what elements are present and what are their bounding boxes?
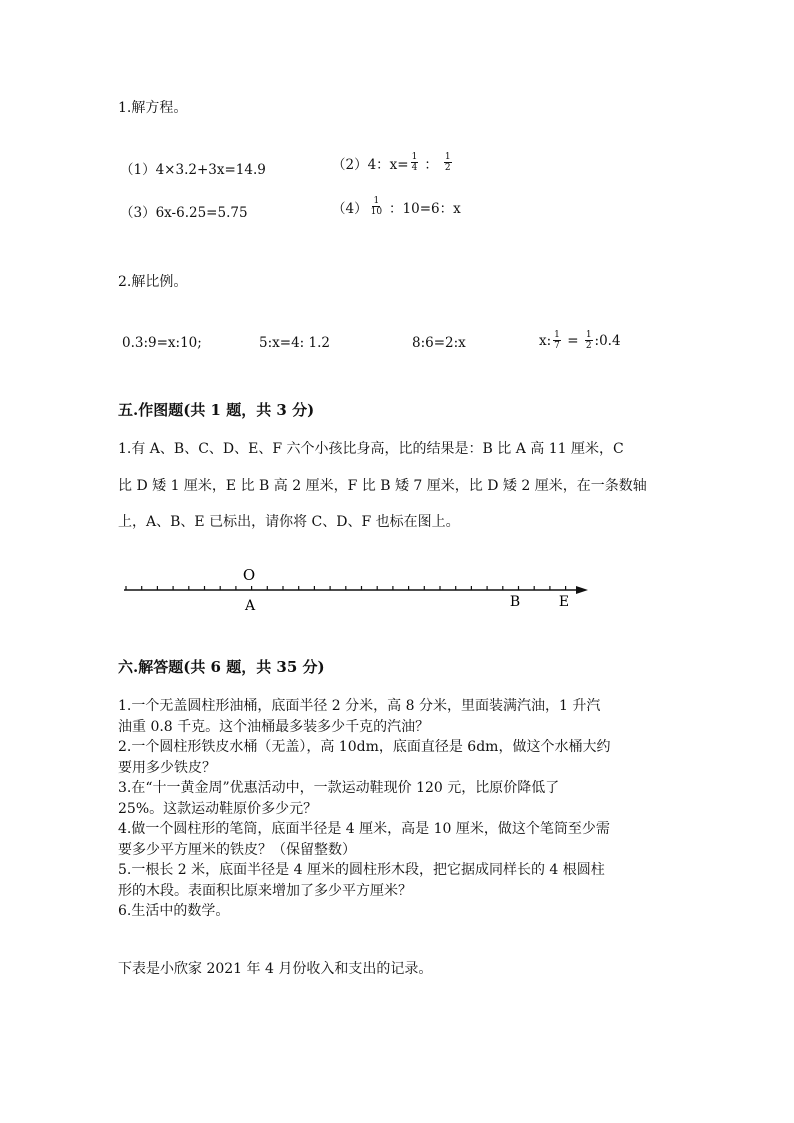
section-6-questions — [118, 696, 678, 922]
section-5-line-1: 1.有 A、B、C、D、E、F 六个小孩比身高，比的结果是：B 比 A 高 11 厘米，C — [118, 441, 624, 457]
number-line — [110, 560, 600, 618]
fraction — [444, 152, 452, 173]
fraction-denominator: 7 — [554, 341, 560, 351]
proportion-4 — [539, 330, 621, 351]
fraction — [370, 196, 383, 217]
question-line: 1.一个无盖圆柱形油桶，底面半径 2 分米，高 8 分米，里面装满汽油，1 升汽 — [118, 698, 601, 714]
fraction — [553, 330, 561, 351]
proportion-1: 0.3:9=x:10; — [122, 335, 202, 351]
question-line: 25%。这款运动鞋原价多少元？ — [118, 800, 318, 817]
fraction-numerator: 1 — [554, 330, 560, 340]
question-2-title: 2.解比例。 — [118, 274, 188, 290]
equation-4-suffix: ：10=6：x — [389, 200, 461, 217]
proportion-3: 8:6=2:x — [412, 335, 466, 351]
question-line: 2.一个圆柱形铁皮水桶（无盖），高 10dm，底面直径是 6dm，做这个水桶大约 — [118, 739, 611, 755]
arrow-right-icon — [576, 586, 588, 594]
fraction-numerator: 1 — [373, 196, 380, 206]
question-line: 要多少平方厘米的铁皮？（保留整数） — [118, 841, 356, 858]
question-line: 5.一根长 2 米，底面半径是 4 厘米的圆柱形木段，把它据成同样长的 4 根圆柱 — [118, 862, 605, 878]
proportion-4-suffix: :0.4 — [594, 332, 621, 349]
equation-4 — [332, 196, 461, 217]
fraction-denominator: 4 — [411, 163, 418, 173]
question-line: 4.做一个圆柱形的笔筒，底面半径是 4 厘米，高是 10 厘米，做这个笔筒至少需 — [118, 821, 610, 837]
question-line: 形的木段。表面积比原来增加了多少平方厘米？ — [118, 882, 412, 899]
proportion-2: 5:x=4: 1.2 — [259, 335, 330, 351]
equation-4-prefix: （4） — [332, 200, 368, 217]
section-5-line-2: 比 D 矮 1 厘米，E 比 B 高 2 厘米，F 比 B 矮 7 厘米，比 D 矮 2 厘米，在一条数轴 — [118, 478, 647, 494]
question-line: 6.生活中的数学。 — [118, 903, 230, 919]
section-5-line-3: 上，A、B、E 已标出，请你将 C、D、F 也标在图上。 — [118, 514, 460, 530]
section-5-heading: 五.作图题(共 1 题，共 3 分) — [118, 401, 315, 419]
point-e-label: E — [558, 594, 570, 610]
proportion-4-prefix: x: — [539, 332, 552, 349]
equation-1: （1）4×3.2+3x=14.9 — [120, 162, 266, 178]
fraction-denominator: 10 — [370, 207, 383, 217]
point-b-label: B — [509, 594, 521, 610]
equation-2-sep: ： — [424, 156, 438, 173]
equation-2 — [332, 152, 454, 173]
equation-3: （3）6x-6.25=5.75 — [120, 205, 248, 221]
proportion-4-mid: = — [562, 332, 583, 349]
question-line: 油重 0.8 千克。这个油桶最多装多少千克的汽油？ — [118, 718, 430, 735]
fraction — [411, 152, 419, 173]
question-1-title: 1.解方程。 — [118, 100, 188, 116]
origin-label: O — [242, 566, 256, 584]
fraction-denominator: 2 — [444, 163, 451, 173]
section-6-heading: 六.解答题(共 6 题，共 35 分) — [118, 658, 325, 676]
equation-2-prefix: （2）4：x= — [332, 156, 409, 173]
fraction-numerator: 1 — [411, 152, 418, 162]
fraction-numerator: 1 — [444, 152, 451, 162]
fraction-denominator: 2 — [585, 341, 592, 351]
table-intro: 下表是小欣家 2021 年 4 月份收入和支出的记录。 — [118, 961, 433, 977]
fraction — [585, 330, 593, 351]
question-line: 3.在“十一黄金周”优惠活动中，一款运动鞋现价 120 元，比原价降低了 — [118, 780, 560, 796]
fraction-numerator: 1 — [585, 330, 592, 340]
question-line: 要用多少铁皮？ — [118, 759, 216, 776]
point-a-label: A — [244, 598, 256, 614]
